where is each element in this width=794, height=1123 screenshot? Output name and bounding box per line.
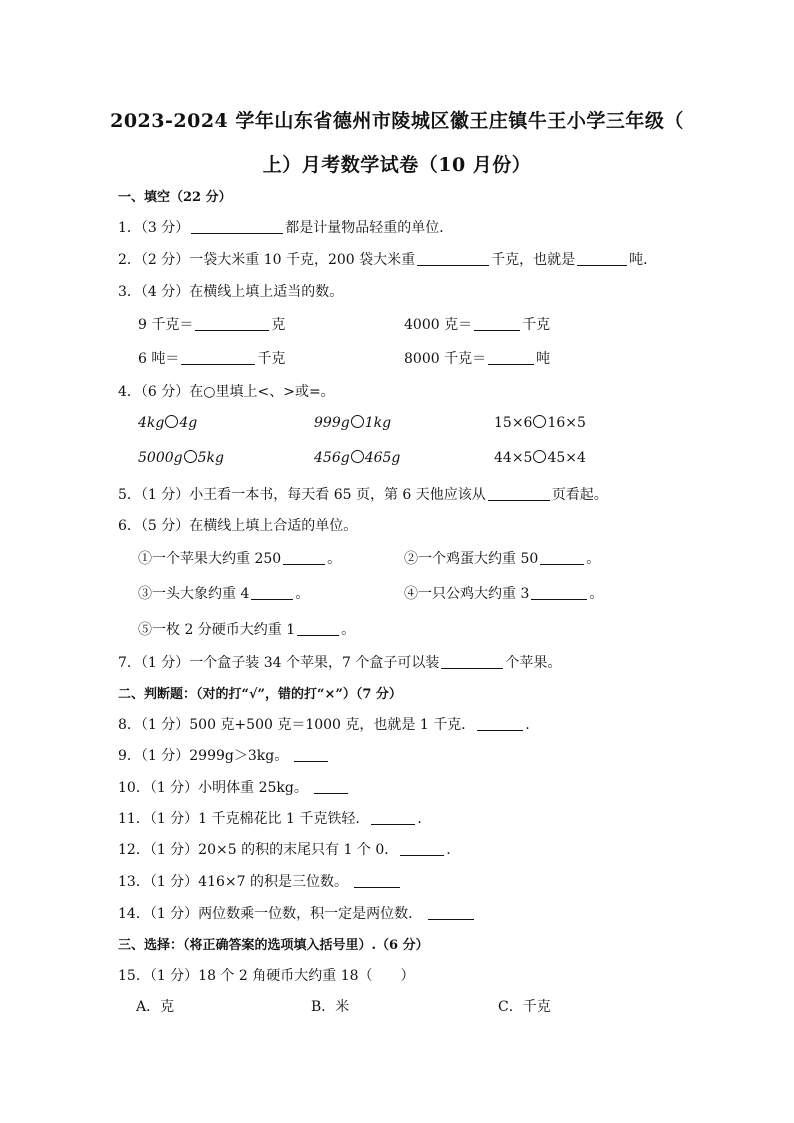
question-8-text-end: . [525,717,530,733]
compare-circle[interactable] [351,415,364,428]
question-1-text-end: 都是计量物品轻重的单位． [285,220,454,236]
answer-blank[interactable] [314,779,348,794]
answer-blank[interactable] [417,251,489,266]
item-unit: 吨 [536,351,551,367]
section-choice-heading: 三、选择：（将正确答案的选项填入括号里）.（6 分） [118,938,429,953]
question-15-stem: 15．（1 分）18 个 2 角硬币大约重 18（ ） [118,968,415,984]
question-12-text-end: . [446,842,451,858]
question-11-text: 11．（1 分）1 千克棉花比 1 千克铁轻． [118,811,370,827]
question-9 [118,745,330,765]
compare-circle[interactable] [184,450,197,463]
question-3-item-c [138,348,285,368]
compare-right: 465g [364,450,401,466]
compare-left: 999g [314,415,350,431]
compare-right: 5kg [197,450,224,466]
item-end: 。 [586,551,601,567]
answer-blank[interactable] [294,747,328,762]
answer-blank[interactable] [191,219,283,234]
answer-blank[interactable] [531,585,587,600]
question-6-item-1 [138,548,341,568]
answer-blank[interactable] [474,316,520,331]
item-text: 8000 千克＝ [404,351,487,367]
question-12-text: 12．（1 分）20×5 的积的末尾只有 1 个 0． [118,842,399,858]
section-fill-blank-heading: 一、填空（22 分） [118,190,232,205]
answer-blank[interactable] [371,810,415,825]
question-6-item-4 [404,583,603,603]
answer-blank[interactable] [540,550,584,565]
compare-circle[interactable] [533,415,546,428]
item-unit: 克 [271,317,286,333]
section-true-false-heading: 二、判断题：（对的打“√”，错的打“×”）（7 分） [118,687,402,702]
question-4-item-b [314,415,391,431]
compare-right: 4g [179,415,198,431]
question-3-item-d [404,348,550,368]
question-8-text: 8．（1 分）500 克+500 克＝1000 克，也就是 1 千克． [118,717,476,733]
item-end: 。 [327,551,342,567]
item-text: 6 吨＝ [138,351,180,367]
compare-left: 15×6 [494,415,533,431]
question-2-text-mid: 千克，也就是 [491,252,576,268]
answer-blank[interactable] [251,585,293,600]
question-12 [118,839,451,859]
item-end: 。 [589,586,604,602]
item-unit: 千克 [257,351,286,367]
question-3-stem: 3．（4 分）在横线上填上适当的数。 [118,284,344,300]
compare-right: 16×5 [547,415,586,431]
answer-blank[interactable] [477,716,523,731]
answer-blank[interactable] [400,841,444,856]
question-6-item-3 [138,583,309,603]
question-15-option-a[interactable]: A．克 [136,999,175,1015]
answer-blank[interactable] [181,350,255,365]
compare-left: 44×5 [494,450,533,466]
question-13 [118,871,402,891]
question-10 [118,777,350,797]
compare-circle[interactable] [533,450,546,463]
item-text: ⑤一枚 2 分硬币大约重 1 [138,622,296,638]
question-8 [118,714,530,734]
question-2-text-end: 吨． [629,252,658,268]
compare-circle[interactable] [165,415,178,428]
question-4-item-e [314,450,400,466]
question-13-text: 13．（1 分）416×7 的积是三位数。 [118,874,348,890]
item-unit: 千克 [522,317,551,333]
item-end: 。 [295,586,310,602]
compare-circle[interactable] [351,450,364,463]
question-4-item-c [494,415,586,431]
compare-left: 5000g [138,450,183,466]
compare-right: 1kg [364,415,392,431]
question-2-text: 2．（2 分）一袋大米重 10 千克，200 袋大米重 [118,252,416,268]
question-4-stem: 4．（6 分）在○里填上<、>或=。 [118,384,335,400]
question-6-item-2 [404,548,600,568]
question-11-text-end: . [417,811,422,827]
question-4-item-d [138,450,224,466]
question-11 [118,808,422,828]
question-15-option-b[interactable]: B．米 [311,999,350,1015]
answer-blank[interactable] [577,251,627,266]
question-1-text: 1．（3 分） [118,220,190,236]
question-3-item-b [404,314,550,334]
question-4-item-f [494,450,586,466]
question-5 [118,484,608,504]
exam-title-line-1: 2023-2024 学年山东省德州市陵城区徽王庄镇牛王小学三年级（ [110,110,684,132]
question-7-text: 7．（1 分）一个盒子装 34 个苹果，7 个盒子可以装 [118,655,440,671]
question-6-item-5 [138,619,355,639]
question-4-item-a [138,415,197,431]
item-text: 4000 克＝ [404,317,473,333]
item-end: 。 [341,622,356,638]
question-9-text: 9．（1 分）2999g＞3kg。 [118,748,289,764]
answer-blank[interactable] [488,486,550,501]
answer-blank[interactable] [441,654,503,669]
question-15-option-c[interactable]: C．千克 [498,999,551,1015]
answer-blank[interactable] [297,621,339,636]
question-1 [118,217,453,237]
question-14-text: 14．（1 分）两位数乘一位数，积一定是两位数． [118,906,423,922]
exam-title-line-2: 上）月考数学试卷（10 月份） [262,154,532,176]
compare-left: 4kg [138,415,165,431]
question-10-text: 10．（1 分）小明体重 25kg。 [118,780,308,796]
compare-right: 45×4 [547,450,586,466]
answer-blank[interactable] [488,350,534,365]
item-text: ③一头大象约重 4 [138,586,250,602]
item-text: ②一个鸡蛋大约重 50 [404,551,539,567]
item-text: ④一只公鸡大约重 3 [404,586,530,602]
answer-blank[interactable] [428,905,474,920]
question-14 [118,903,476,923]
question-2 [118,249,657,269]
answer-blank[interactable] [195,316,269,331]
answer-blank[interactable] [283,550,325,565]
answer-blank[interactable] [354,873,400,888]
item-text: 9 千克＝ [138,317,194,333]
question-7-text-end: 个苹果。 [505,655,562,671]
compare-left: 456g [314,450,350,466]
question-5-text-end: 页看起。 [551,487,608,503]
question-3-item-a [138,314,285,334]
question-7 [118,652,561,672]
item-text: ①一个苹果大约重 250 [138,551,282,567]
question-5-text: 5．（1 分）小王看一本书，每天看 65 页，第 6 天他应该从 [118,487,486,503]
question-6-stem: 6．（5 分）在横线上填上合适的单位。 [118,518,358,534]
